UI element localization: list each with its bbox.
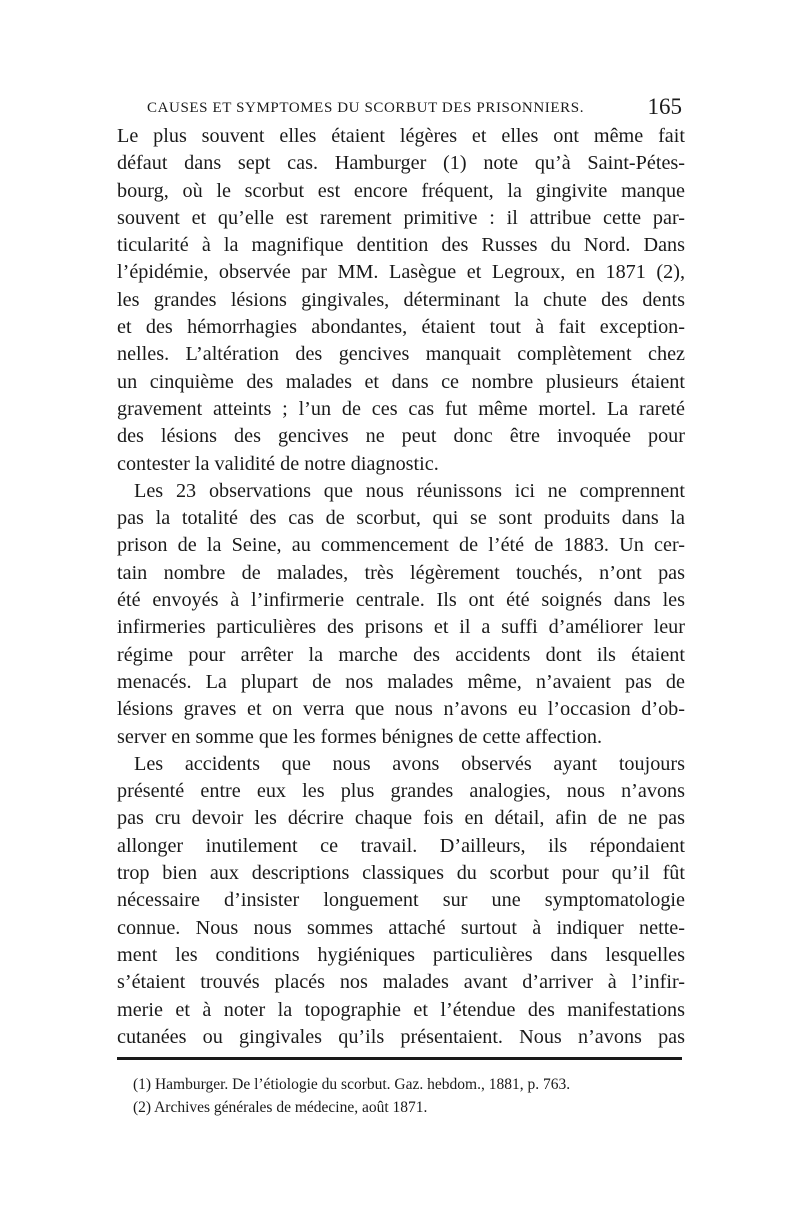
running-header	[117, 96, 682, 122]
text-line: menacés. La plupart de nos malades même, n’avaient pas de	[117, 670, 685, 693]
paragraph-end-line: server en somme que les formes bénignes de cette affection.	[117, 725, 603, 748]
text-line: souvent et qu’elle est rarement primitive : il attribue cette par-	[117, 206, 685, 229]
text-line: un cinquième des malades et dans ce nombre plusieurs étaient	[117, 370, 685, 393]
text-line: ticularité à la magnifique dentition des Russes du Nord. Dans	[117, 234, 685, 257]
text-line: régime pour arrêter la marche des accidents dont ils étaient	[117, 643, 685, 666]
text-line: nelles. L’altération des gencives manquait complètement chez	[117, 343, 685, 366]
running-title: CAUSES ET SYMPTOMES DU SCORBUT DES PRISONNIERS.	[147, 100, 585, 116]
page-number: 165	[647, 94, 682, 119]
text-line: allonger inutilement ce travail. D’ailleurs, ils répondaient	[117, 834, 685, 857]
text-line: lésions graves et on verra que nous n’avons eu l’occasion d’ob-	[117, 698, 685, 721]
text-line: connue. Nous nous sommes attaché surtout à indiquer nette-	[117, 916, 685, 939]
body-text	[117, 123, 685, 1051]
text-line: nécessaire d’insister longuement sur une symptomatologie	[117, 889, 685, 912]
text-line: bourg, où le scorbut est encore fréquent, la gingivite manque	[117, 179, 685, 202]
text-line: tain nombre de malades, très légèrement touchés, n’ont pas	[117, 561, 685, 584]
footnote-2: (2) Archives générales de médecine, août 1871.	[133, 1099, 428, 1116]
footnotes	[133, 1073, 693, 1119]
text-line: des lésions des gencives ne peut donc être invoquée pour	[117, 425, 685, 448]
footnote-1: (1) Hamburger. De l’étiologie du scorbut. Gaz. hebdom., 1881, p. 763.	[133, 1076, 571, 1093]
paragraph-end-line: contester la validité de notre diagnostic.	[117, 452, 439, 475]
text-line: cutanées ou gingivales qu’ils présentaient. Nous n’avons pas	[117, 1025, 685, 1048]
text-line: infirmeries particulières des prisons et il a suffi d’améliorer leur	[117, 616, 685, 639]
text-line: présenté entre eux les plus grandes analogies, nous n’avons	[117, 780, 685, 803]
text-line: Le plus souvent elles étaient légères et elles ont même fait	[117, 125, 685, 147]
text-line: ment les conditions hygiéniques particulières dans lesquelles	[117, 943, 685, 966]
paragraph-start-line: Les 23 observations que nous réunissons ici ne comprennent	[134, 479, 685, 502]
text-line: pas la totalité des cas de scorbut, qui se sont produits dans la	[117, 507, 685, 530]
text-line: trop bien aux descriptions classiques du scorbut pour qu’il fût	[117, 862, 685, 885]
text-line: pas cru devoir les décrire chaque fois en détail, afin de ne pas	[117, 807, 685, 830]
text-line: l’épidémie, observée par MM. Lasègue et Legroux, en 1871 (2),	[117, 261, 685, 284]
text-line: défaut dans sept cas. Hamburger (1) note qu’à Saint-Pétes-	[117, 152, 685, 175]
text-line: s’étaient trouvés placés nos malades avant d’arriver à l’infir-	[117, 971, 685, 994]
text-line: gravement atteints ; l’un de ces cas fut même mortel. La rareté	[117, 397, 685, 420]
text-line: merie et à noter la topographie et l’étendue des manifestations	[117, 998, 685, 1021]
footnote-divider	[117, 1057, 682, 1060]
text-line: et des hémorrhagies abondantes, étaient tout à fait exception-	[117, 316, 685, 339]
text-line: les grandes lésions gingivales, déterminant la chute des dents	[117, 288, 685, 311]
text-line: prison de la Seine, au commencement de l’été de 1883. Un cer-	[117, 534, 685, 557]
paragraph-start-line: Les accidents que nous avons observés ayant toujours	[134, 752, 685, 775]
text-line: été envoyés à l’infirmerie centrale. Ils ont été soignés dans les	[117, 589, 685, 612]
